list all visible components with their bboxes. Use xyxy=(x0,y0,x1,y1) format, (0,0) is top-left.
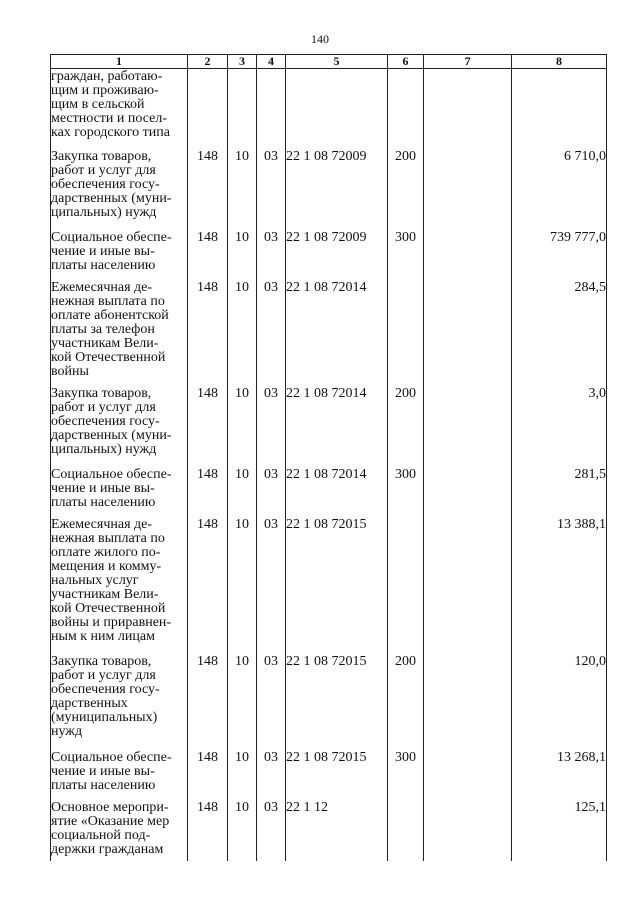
expense-type-cell: 300 xyxy=(388,231,424,281)
item-name-line: ципальных) нужд xyxy=(51,204,157,220)
target-article-cell: 22 1 08 72009 xyxy=(286,150,388,231)
expense-type-cell xyxy=(388,281,424,387)
ministry-code-cell: 148 xyxy=(188,655,228,751)
expense-type-cell xyxy=(388,69,424,150)
table-row xyxy=(51,751,607,801)
expense-type-cell: 300 xyxy=(388,468,424,518)
item-name-line: Закупка товаров, xyxy=(51,385,152,401)
item-name-line: ятие «Оказание мер xyxy=(51,813,170,829)
item-name-cell xyxy=(51,655,188,751)
section-code-cell: 10 xyxy=(228,281,257,387)
column-7-cell xyxy=(424,69,512,150)
item-name-line: обеспечения госу- xyxy=(51,176,160,192)
section-code-cell: 10 xyxy=(228,231,257,281)
amount-cell: 6 710,0 xyxy=(512,150,607,231)
target-article-cell xyxy=(286,69,388,150)
ministry-code-cell xyxy=(188,69,228,150)
item-name-line: оплате абонентской xyxy=(51,307,169,323)
target-article-cell: 22 1 08 72015 xyxy=(286,751,388,801)
item-name-cell xyxy=(51,387,188,468)
table-row xyxy=(51,518,607,655)
table-row xyxy=(51,69,607,150)
item-name-line: работ и услуг для xyxy=(51,399,156,415)
item-name-line: платы населению xyxy=(51,494,156,510)
item-name-line: щим в сельской xyxy=(51,97,145,112)
subsection-code-cell: 03 xyxy=(257,387,286,468)
target-article-cell: 22 1 08 72015 xyxy=(286,518,388,655)
subsection-code-cell: 03 xyxy=(257,281,286,387)
item-name-line: дарственных (муни- xyxy=(51,190,172,206)
expense-type-cell: 300 xyxy=(388,751,424,801)
item-name-line: обеспечения госу- xyxy=(51,681,160,697)
amount-cell: 125,1 xyxy=(512,801,607,861)
item-name-line: платы за телефон xyxy=(51,321,155,337)
target-article-cell: 22 1 08 72015 xyxy=(286,655,388,751)
item-name-line: мещения и комму- xyxy=(51,558,162,574)
subsection-code-cell: 03 xyxy=(257,518,286,655)
item-name-line: Социальное обеспе- xyxy=(51,466,172,482)
section-code-cell: 10 xyxy=(228,801,257,861)
expense-type-cell: 200 xyxy=(388,655,424,751)
expense-type-cell xyxy=(388,518,424,655)
item-name-line: чение и иные вы- xyxy=(51,243,155,259)
section-code-cell xyxy=(228,69,257,150)
item-name-line: платы населению xyxy=(51,257,156,273)
amount-cell: 13 388,1 xyxy=(512,518,607,655)
column-header: 1 xyxy=(51,55,188,69)
target-article-cell: 22 1 08 72014 xyxy=(286,281,388,387)
budget-table xyxy=(50,54,607,861)
subsection-code-cell: 03 xyxy=(257,801,286,861)
item-name-line: Ежемесячная де- xyxy=(51,516,153,532)
item-name-cell xyxy=(51,150,188,231)
item-name-line: войны и приравнен- xyxy=(51,614,172,630)
item-name-line: Социальное обеспе- xyxy=(51,229,172,245)
amount-cell: 284,5 xyxy=(512,281,607,387)
item-name-cell xyxy=(51,468,188,518)
item-name-line: участникам Вели- xyxy=(51,586,159,602)
column-7-cell xyxy=(424,751,512,801)
table-row xyxy=(51,468,607,518)
expense-type-cell: 200 xyxy=(388,150,424,231)
item-name-line: Основное меропри- xyxy=(51,799,169,815)
column-header: 3 xyxy=(228,55,257,69)
item-name-line: войны xyxy=(51,363,89,379)
section-code-cell: 10 xyxy=(228,387,257,468)
item-name-cell xyxy=(51,69,188,150)
item-name-line: кой Отечественной xyxy=(51,349,166,365)
column-header: 7 xyxy=(424,55,512,69)
item-name-cell xyxy=(51,751,188,801)
item-name-line: граждан, работаю- xyxy=(51,69,163,84)
item-name-line: участникам Вели- xyxy=(51,335,159,351)
column-7-cell xyxy=(424,518,512,655)
column-7-cell xyxy=(424,150,512,231)
section-code-cell: 10 xyxy=(228,655,257,751)
amount-cell: 739 777,0 xyxy=(512,231,607,281)
header-row xyxy=(51,55,607,69)
column-header: 2 xyxy=(188,55,228,69)
table-row xyxy=(51,150,607,231)
column-header: 8 xyxy=(512,55,607,69)
ministry-code-cell: 148 xyxy=(188,281,228,387)
column-header: 6 xyxy=(388,55,424,69)
target-article-cell: 22 1 08 72014 xyxy=(286,387,388,468)
item-name-line: работ и услуг для xyxy=(51,667,156,683)
table-row xyxy=(51,281,607,387)
item-name-line: нужд xyxy=(51,723,83,739)
subsection-code-cell: 03 xyxy=(257,751,286,801)
ministry-code-cell: 148 xyxy=(188,150,228,231)
section-code-cell: 10 xyxy=(228,468,257,518)
item-name-line: ках городского типа xyxy=(51,125,170,140)
table-row xyxy=(51,655,607,751)
item-name-cell xyxy=(51,801,188,861)
column-header: 5 xyxy=(286,55,388,69)
ministry-code-cell: 148 xyxy=(188,801,228,861)
item-name-line: кой Отечественной xyxy=(51,600,166,616)
table-row xyxy=(51,231,607,281)
item-name-line: нежная выплата по xyxy=(51,530,165,546)
table-body xyxy=(51,69,607,861)
target-article-cell: 22 1 08 72014 xyxy=(286,468,388,518)
column-7-cell xyxy=(424,655,512,751)
ministry-code-cell: 148 xyxy=(188,518,228,655)
subsection-code-cell: 03 xyxy=(257,655,286,751)
item-name-line: держки гражданам xyxy=(51,841,164,857)
item-name-line: обеспечения госу- xyxy=(51,413,160,429)
item-name-line: чение и иные вы- xyxy=(51,763,155,779)
ministry-code-cell: 148 xyxy=(188,387,228,468)
item-name-line: платы населению xyxy=(51,777,156,793)
column-7-cell xyxy=(424,281,512,387)
item-name-cell xyxy=(51,518,188,655)
item-name-line: Ежемесячная де- xyxy=(51,279,153,295)
subsection-code-cell: 03 xyxy=(257,150,286,231)
subsection-code-cell: 03 xyxy=(257,231,286,281)
expense-type-cell xyxy=(388,801,424,861)
section-code-cell: 10 xyxy=(228,518,257,655)
item-name-line: дарственных xyxy=(51,695,128,711)
column-7-cell xyxy=(424,801,512,861)
column-7-cell xyxy=(424,387,512,468)
item-name-line: щим и проживаю- xyxy=(51,83,159,98)
item-name-line: социальной под- xyxy=(51,827,151,843)
amount-cell: 3,0 xyxy=(512,387,607,468)
section-code-cell: 10 xyxy=(228,751,257,801)
item-name-line: нежная выплата по xyxy=(51,293,165,309)
item-name-line: местности и посел- xyxy=(51,111,167,126)
subsection-code-cell: 03 xyxy=(257,468,286,518)
ministry-code-cell: 148 xyxy=(188,468,228,518)
item-name-line: Закупка товаров, xyxy=(51,653,152,669)
item-name-line: нальных услуг xyxy=(51,572,139,588)
ministry-code-cell: 148 xyxy=(188,231,228,281)
amount-cell: 120,0 xyxy=(512,655,607,751)
item-name-line: Закупка товаров, xyxy=(51,148,152,164)
ministry-code-cell: 148 xyxy=(188,751,228,801)
item-name-line: оплате жилого по- xyxy=(51,544,161,560)
item-name-cell xyxy=(51,281,188,387)
page-number: 140 xyxy=(311,32,329,46)
amount-cell: 13 268,1 xyxy=(512,751,607,801)
expense-type-cell: 200 xyxy=(388,387,424,468)
amount-cell xyxy=(512,69,607,150)
item-name-line: ным к ним лицам xyxy=(51,628,155,644)
item-name-line: (муниципальных) xyxy=(51,709,158,725)
item-name-line: Социальное обеспе- xyxy=(51,749,172,765)
amount-cell: 281,5 xyxy=(512,468,607,518)
column-7-cell xyxy=(424,231,512,281)
column-header: 4 xyxy=(257,55,286,69)
item-name-line: дарственных (муни- xyxy=(51,427,172,443)
column-7-cell xyxy=(424,468,512,518)
item-name-line: работ и услуг для xyxy=(51,162,156,178)
table-row xyxy=(51,801,607,861)
item-name-line: ципальных) нужд xyxy=(51,441,157,457)
section-code-cell: 10 xyxy=(228,150,257,231)
target-article-cell: 22 1 08 72009 xyxy=(286,231,388,281)
subsection-code-cell xyxy=(257,69,286,150)
item-name-line: чение и иные вы- xyxy=(51,480,155,496)
table-row xyxy=(51,387,607,468)
target-article-cell: 22 1 12 xyxy=(286,801,388,861)
item-name-cell xyxy=(51,231,188,281)
